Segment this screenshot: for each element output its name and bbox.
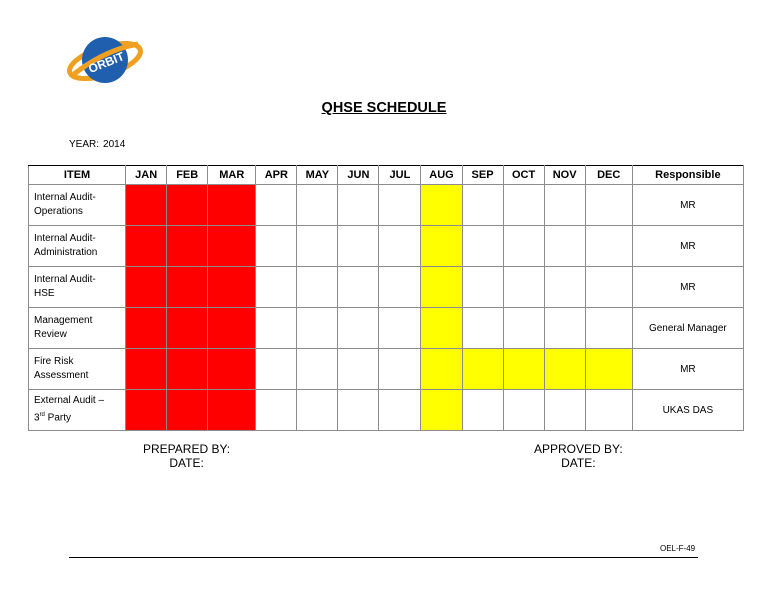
month-cell	[379, 185, 421, 226]
month-cell	[421, 390, 462, 431]
item-line: Assessment	[34, 370, 89, 381]
month-cell	[503, 390, 544, 431]
column-header: MAY	[297, 166, 338, 185]
month-cell	[167, 226, 208, 267]
month-cell	[462, 185, 503, 226]
month-cell	[256, 226, 297, 267]
month-cell	[421, 226, 462, 267]
month-cell	[256, 267, 297, 308]
month-cell	[379, 226, 421, 267]
month-cell	[585, 349, 632, 390]
month-cell	[297, 226, 338, 267]
month-cell	[256, 390, 297, 431]
table-header-row	[29, 166, 744, 185]
approved-by-label: APPROVED BY:	[534, 442, 623, 456]
month-cell	[167, 349, 208, 390]
month-cell	[462, 390, 503, 431]
footer-divider	[69, 557, 698, 558]
document-code: OEL-F-49	[660, 544, 696, 553]
month-cell	[167, 390, 208, 431]
column-header: AUG	[421, 166, 462, 185]
item-line: Administration	[34, 247, 98, 258]
month-cell	[421, 185, 462, 226]
month-cell	[462, 308, 503, 349]
column-header: ITEM	[29, 166, 126, 185]
month-cell	[297, 308, 338, 349]
month-cell	[208, 267, 256, 308]
column-header: MAR	[208, 166, 256, 185]
month-cell	[297, 349, 338, 390]
month-cell	[544, 226, 585, 267]
column-header: OCT	[503, 166, 544, 185]
month-cell	[503, 226, 544, 267]
year-value: 2014	[103, 139, 126, 150]
responsible-cell: MR	[632, 226, 743, 267]
column-header: Responsible	[632, 166, 743, 185]
item-line: Internal Audit-	[34, 233, 96, 244]
column-header: JUL	[379, 166, 421, 185]
month-cell	[297, 267, 338, 308]
month-cell	[462, 349, 503, 390]
month-cell	[544, 185, 585, 226]
month-cell	[421, 267, 462, 308]
item-cell	[29, 185, 126, 226]
item-cell	[29, 226, 126, 267]
month-cell	[503, 308, 544, 349]
month-cell	[544, 349, 585, 390]
item-line: 3rd Party	[34, 412, 72, 424]
month-cell	[503, 267, 544, 308]
month-cell	[208, 226, 256, 267]
responsible-cell: UKAS DAS	[632, 390, 743, 431]
prepared-date-label: DATE:	[169, 456, 204, 470]
table-row	[29, 226, 744, 267]
item-line: Internal Audit-	[34, 274, 96, 285]
item-line: Fire Risk	[34, 356, 74, 367]
month-cell	[585, 226, 632, 267]
prepared-by-block	[143, 442, 230, 470]
item-line: Internal Audit-	[34, 192, 96, 203]
month-cell	[256, 185, 297, 226]
month-cell	[126, 185, 167, 226]
month-cell	[585, 267, 632, 308]
item-cell	[29, 267, 126, 308]
month-cell	[585, 185, 632, 226]
month-cell	[297, 185, 338, 226]
month-cell	[585, 390, 632, 431]
month-cell	[338, 185, 379, 226]
month-cell	[503, 185, 544, 226]
month-cell	[126, 226, 167, 267]
month-cell	[297, 390, 338, 431]
item-line: Management	[34, 315, 93, 326]
month-cell	[421, 349, 462, 390]
table-row	[29, 267, 744, 308]
column-header: DEC	[585, 166, 632, 185]
item-line: Operations	[34, 206, 83, 217]
month-cell	[503, 349, 544, 390]
table-row	[29, 390, 744, 431]
month-cell	[167, 185, 208, 226]
schedule-table	[28, 165, 744, 431]
month-cell	[256, 349, 297, 390]
month-cell	[167, 267, 208, 308]
month-cell	[126, 390, 167, 431]
approved-date-label: DATE:	[561, 456, 596, 470]
approved-by-block	[534, 442, 623, 470]
column-header: JAN	[126, 166, 167, 185]
month-cell	[379, 267, 421, 308]
month-cell	[544, 308, 585, 349]
item-line: External Audit –	[34, 395, 105, 407]
responsible-cell: MR	[632, 185, 743, 226]
orbit-logo	[66, 30, 144, 92]
month-cell	[208, 308, 256, 349]
month-cell	[379, 308, 421, 349]
item-cell	[29, 308, 126, 349]
responsible-cell: MR	[632, 267, 743, 308]
month-cell	[462, 267, 503, 308]
month-cell	[167, 308, 208, 349]
page-title: QHSE SCHEDULE	[321, 100, 447, 116]
column-header: APR	[256, 166, 297, 185]
month-cell	[256, 308, 297, 349]
month-cell	[338, 390, 379, 431]
month-cell	[208, 349, 256, 390]
month-cell	[338, 226, 379, 267]
column-header: JUN	[338, 166, 379, 185]
month-cell	[338, 349, 379, 390]
table-row	[29, 185, 744, 226]
column-header: FEB	[167, 166, 208, 185]
month-cell	[338, 267, 379, 308]
month-cell	[379, 349, 421, 390]
month-cell	[421, 308, 462, 349]
item-line: HSE	[34, 288, 55, 299]
item-line: Review	[34, 329, 67, 340]
month-cell	[126, 308, 167, 349]
responsible-cell: General Manager	[632, 308, 743, 349]
column-header: NOV	[544, 166, 585, 185]
month-cell	[338, 308, 379, 349]
month-cell	[126, 267, 167, 308]
logo-text: ORBIT	[86, 49, 127, 77]
month-cell	[462, 226, 503, 267]
month-cell	[544, 390, 585, 431]
table-row	[29, 349, 744, 390]
item-cell	[29, 349, 126, 390]
month-cell	[208, 185, 256, 226]
column-header: SEP	[462, 166, 503, 185]
month-cell	[379, 390, 421, 431]
month-cell	[208, 390, 256, 431]
table-row	[29, 308, 744, 349]
item-cell	[29, 390, 126, 431]
month-cell	[126, 349, 167, 390]
month-cell	[585, 308, 632, 349]
responsible-cell: MR	[632, 349, 743, 390]
prepared-by-label: PREPARED BY:	[143, 442, 231, 456]
month-cell	[544, 267, 585, 308]
year-label: YEAR: 2014	[69, 139, 126, 150]
